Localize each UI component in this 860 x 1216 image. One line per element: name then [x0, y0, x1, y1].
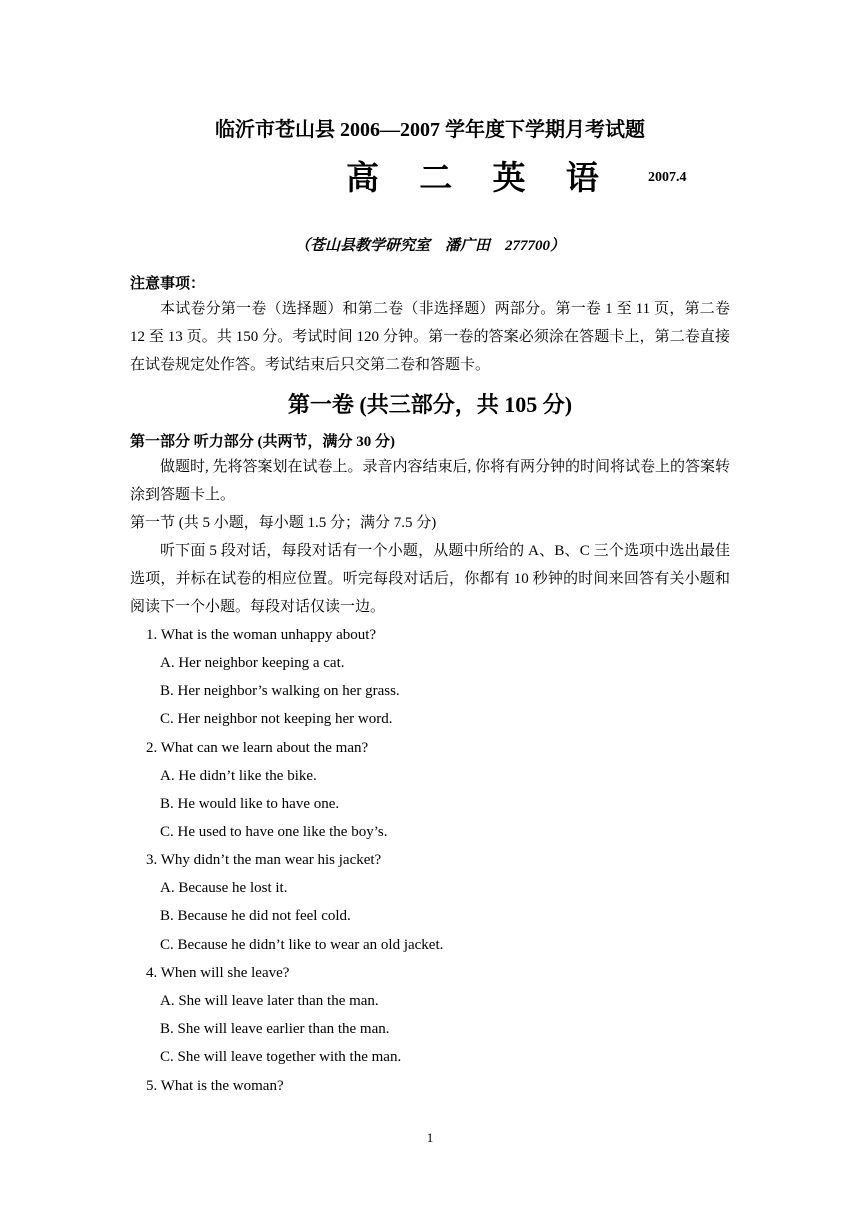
notice-text: 本试卷分第一卷（选择题）和第二卷（非选择题）两部分。第一卷 1 至 11 页，第二卷 12 至 13 页。共 150 分。考试时间 120 分钟。第一卷的答案必须涂在答题卡上，第二卷直接在试卷规定处作答。考试结束后只交第二卷和答题卡。: [130, 301, 730, 373]
exam-date: 2007.4: [648, 170, 687, 185]
option-4a: A. She will leave later than the man.: [160, 993, 379, 1009]
exam-title: 临沂市苍山县 2006—2007 学年度下学期月考试题: [215, 119, 645, 141]
subsection-heading: 第一节 (共 5 小题，每小题 1.5 分；满分 7.5 分): [130, 515, 437, 531]
question-5: 5. What is the woman?: [146, 1078, 284, 1094]
section-title: 第一卷 (共三部分，共 105 分): [287, 392, 573, 417]
question-2: 2. What can we learn about the man?: [146, 740, 369, 756]
option-4c: C. She will leave together with the man.: [160, 1049, 402, 1065]
option-3c: C. Because he didn’t like to wear an old jacket.: [160, 937, 444, 953]
option-2c: C. He used to have one like the boy’s.: [160, 824, 388, 840]
part-instruction: 做题时, 先将答案划在试卷上。录音内容结束后, 你将有两分钟的时间将试卷上的答案转涂到答题卡上。: [130, 459, 731, 503]
option-4b: B. She will leave earlier than the man.: [160, 1021, 390, 1037]
subsection-instruction: 听下面 5 段对话，每段对话有一个小题，从题中所给的 A、B、C 三个选项中选出最佳选项，并标在试卷的相应位置。听完每段对话后，你都有 10 秒钟的时间来回答有关小题和阅读下一个小题。每段对话仅读一边。: [130, 543, 730, 615]
option-1a: A. Her neighbor keeping a cat.: [160, 655, 345, 671]
part-heading: 第一部分 听力部分 (共两节，满分 30 分): [130, 434, 395, 450]
option-3a: A. Because he lost it.: [160, 880, 288, 896]
question-1: 1. What is the woman unhappy about?: [146, 627, 377, 643]
option-1c: C. Her neighbor not keeping her word.: [160, 711, 393, 727]
question-3: 3. Why didn’t the man wear his jacket?: [146, 852, 382, 868]
option-2a: A. He didn’t like the bike.: [160, 768, 317, 784]
option-3b: B. Because he did not feel cold.: [160, 908, 351, 924]
subject-title: 高 二 英 语: [346, 161, 615, 197]
notice-heading: 注意事项：: [130, 276, 206, 292]
question-4: 4. When will she leave?: [146, 965, 290, 981]
author-line: （苍山县教学研究室 潘广田 277700）: [294, 238, 565, 254]
page-number: 1: [426, 1130, 434, 1145]
option-1b: B. Her neighbor’s walking on her grass.: [160, 683, 400, 699]
option-2b: B. He would like to have one.: [160, 796, 340, 812]
